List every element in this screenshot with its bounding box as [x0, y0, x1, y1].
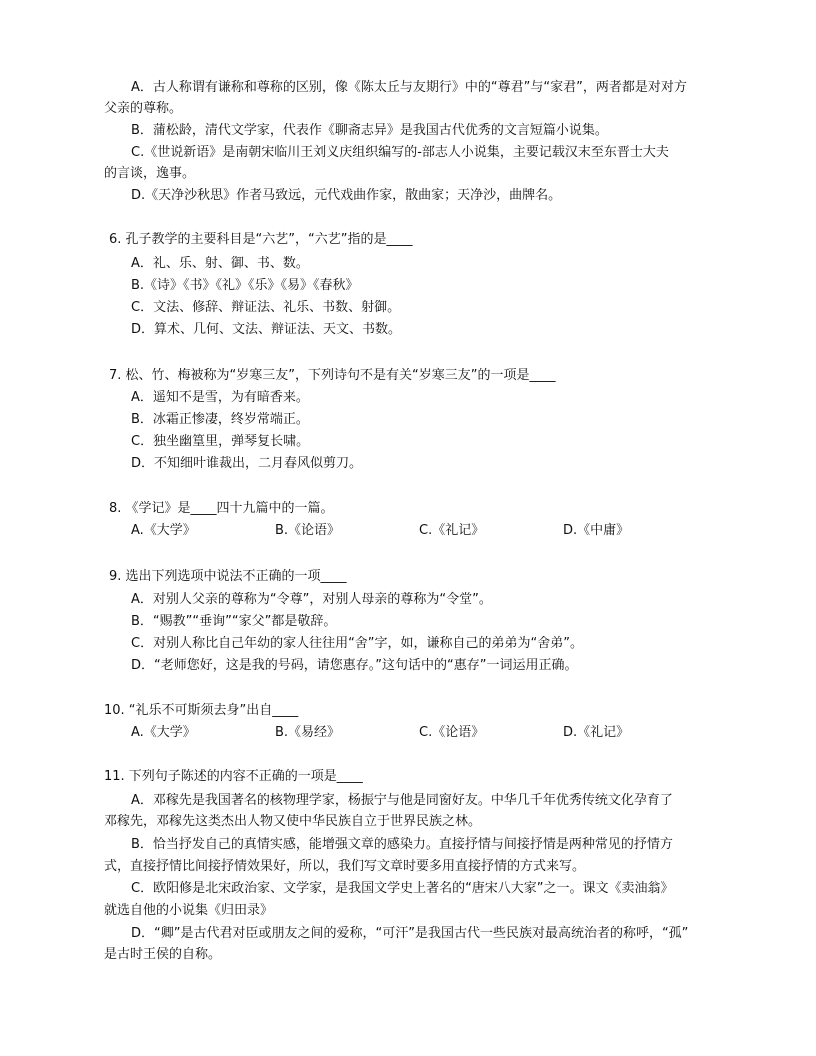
q5-option-d: D.《天净沙秋思》作者马致远，元代戏曲作家，散曲家；天净沙，曲牌名。: [131, 188, 562, 203]
q5-option-a-line2: 父亲的尊称。: [104, 101, 183, 116]
q10-option-a: A.《大学》: [131, 725, 196, 740]
q11-option-c-line1: C．欧阳修是北宋政治家、文学家，是我国文学史上著名的“唐宋八大家”之一。课文《卖油翁》: [131, 881, 674, 896]
q8-option-b: B.《论语》: [275, 523, 341, 538]
q10-option-c: C.《论语》: [419, 725, 485, 740]
q6-option-a: A．礼、乐、射、御、书、数。: [131, 256, 309, 271]
q11-option-a-line1: A．邓稼先是我国著名的核物理学家，杨振宁与他是同窗好友。中华几千年优秀传统文化孕育了: [131, 793, 673, 808]
q5-option-c-line1: C.《世说新语》是南朝宋临川王刘义庆组织编写的-部志人小说集，主要记载汉末至东晋士大夫: [131, 145, 669, 160]
q11-option-a-line2: 邓稼先，邓稼先这类杰出人物又使中华民族自立于世界民族之林。: [104, 814, 482, 829]
q8-stem: 8. 《学记》是____四十九篇中的一篇。: [109, 501, 334, 516]
q10-option-b: B.《易经》: [275, 725, 341, 740]
q7-option-b: B．冰霜正惨凄，终岁常端正。: [131, 412, 309, 427]
q10-stem: 10. “礼乐不可斯须去身”出自____: [104, 703, 299, 718]
q7-option-d: D．不知细叶谁裁出，二月春风似剪刀。: [131, 456, 363, 471]
q5-option-a-line1: A．古人称谓有谦称和尊称的区别，像《陈太丘与友期行》中的“尊君”与“家君”，两者都是对对方: [131, 80, 687, 95]
q9-option-d: D．“老师您好，这是我的号码，请您惠存。”这句话中的“惠存”一词运用正确。: [131, 658, 578, 673]
q9-stem: 9. 选出下列选项中说法不正确的一项____: [109, 569, 347, 584]
q11-option-d-line1: D．“卿”是古代君对臣或朋友之间的爱称，“可汗”是我国古代一些民族对最高统治者的称呼，“孤”: [131, 926, 689, 941]
q5-option-b: B．蒲松龄，清代文学家，代表作《聊斋志异》是我国古代优秀的文言短篇小说集。: [131, 123, 608, 138]
q9-option-b: B．“赐教”“垂询”“家父”都是敬辞。: [131, 614, 337, 629]
q7-stem: 7. 松、竹、梅被称为“岁寒三友”，下列诗句不是有关“岁寒三友”的一项是____: [109, 368, 556, 383]
q11-option-b-line1: B．恰当抒发自己的真情实感，能增强文章的感染力。直接抒情与间接抒情是两种常见的抒情方: [131, 837, 673, 852]
q6-option-d: D．算术、几何、文法、辩证法、天文、书数。: [131, 322, 402, 337]
q6-stem: 6. 孔子教学的主要科目是“六艺”，“六艺”指的是____: [109, 232, 413, 247]
q9-option-a: A．对别人父亲的尊称为“令尊”，对别人母亲的尊称为“令堂”。: [131, 592, 492, 607]
q8-option-d: D.《中庸》: [563, 523, 630, 538]
q10-option-d: D.《礼记》: [563, 725, 630, 740]
q11-stem: 11. 下列句子陈述的内容不正确的一项是____: [104, 769, 363, 784]
q7-option-a: A．遥知不是雪，为有暗香来。: [131, 390, 309, 405]
q5-option-c-line2: 的言谈，逸事。: [104, 166, 196, 181]
q6-option-b: B.《诗》《书》《礼》《乐》《易》《春秋》: [131, 278, 359, 293]
q11-option-c-line2: 就选自他的小说集《归田录》: [104, 903, 274, 918]
q11-option-d-line2: 是古时王侯的自称。: [104, 947, 222, 962]
q7-option-c: C．独坐幽篁里，弹琴复长啸。: [131, 434, 310, 449]
q11-option-b-line2: 式，直接抒情比间接抒情效果好，所以，我们写文章时要多用直接抒情的方式来写。: [104, 859, 586, 874]
q8-option-a: A.《大学》: [131, 523, 196, 538]
q9-option-c: C．对别人称比自己年幼的家人往往用“舍”字，如，谦称自己的弟弟为“舍弟”。: [131, 636, 584, 651]
q8-option-c: C.《礼记》: [419, 523, 485, 538]
q10-options: [0, 723, 816, 743]
q8-options: [0, 521, 816, 541]
q6-option-c: C．文法、修辞、辩证法、礼乐、书数、射御。: [131, 300, 401, 315]
